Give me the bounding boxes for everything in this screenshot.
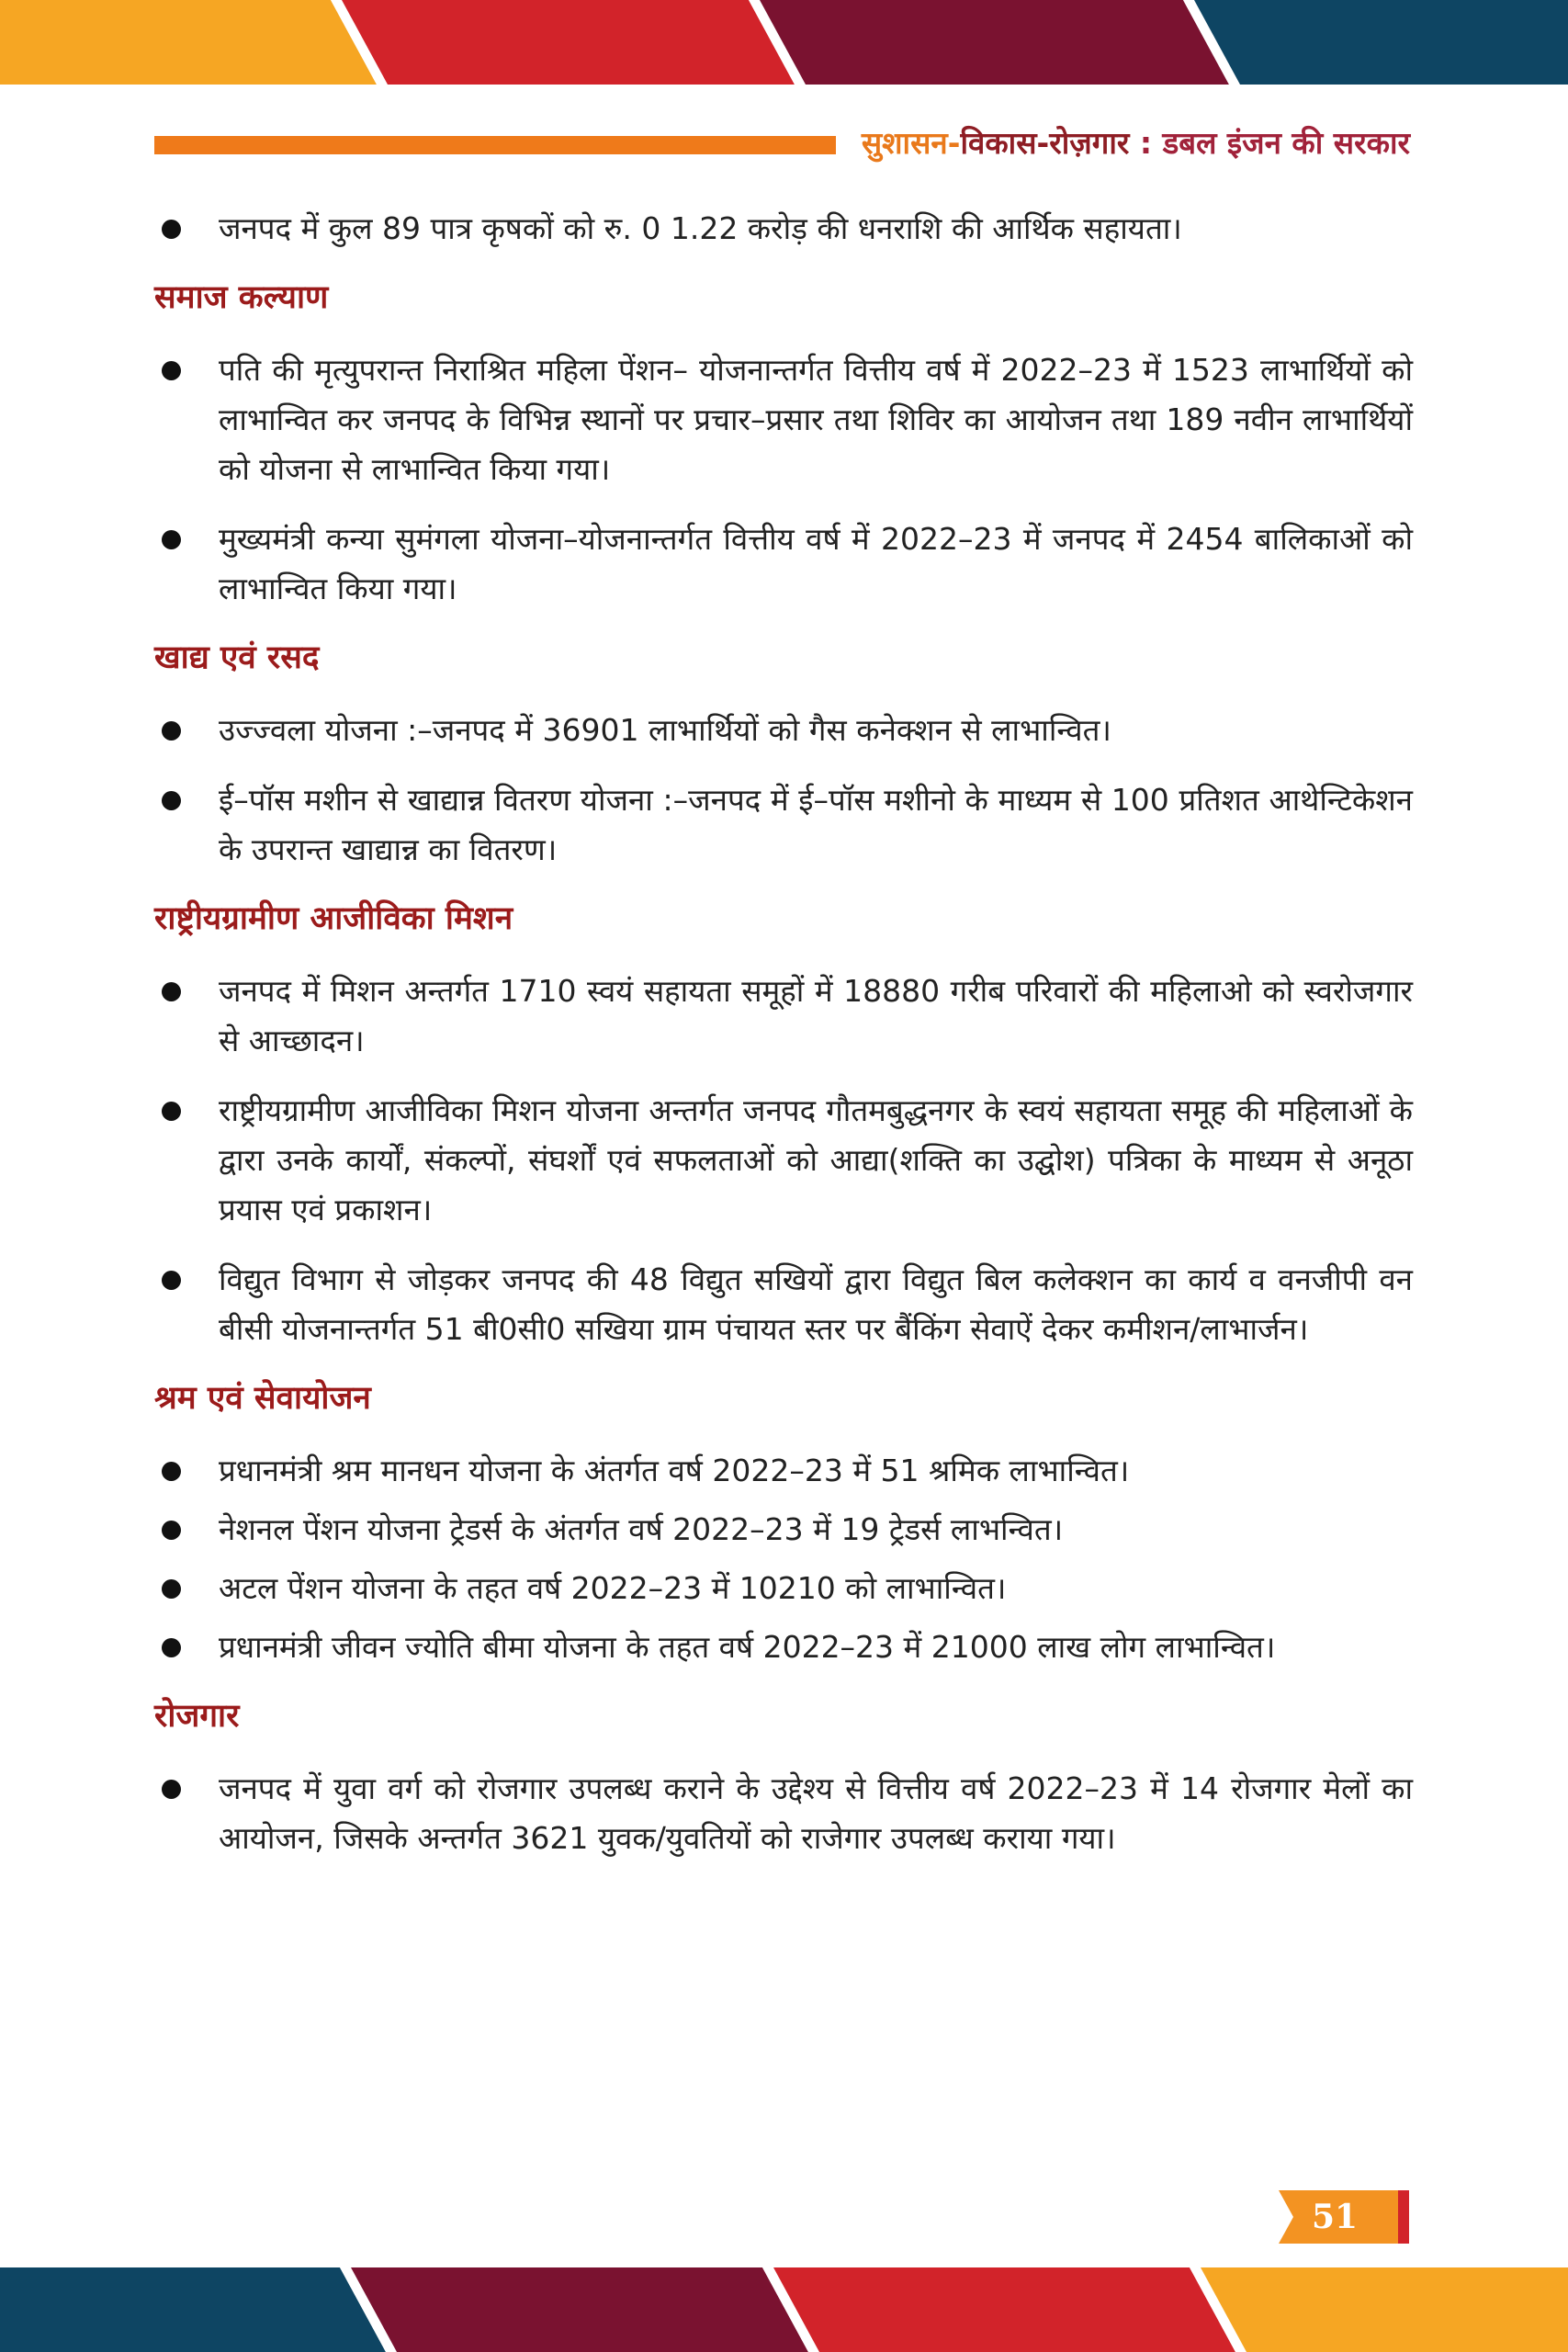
- band-orange-segment: [0, 0, 377, 85]
- list-item: [154, 514, 1413, 614]
- header-rule: [154, 136, 836, 154]
- list-item: [154, 345, 1413, 494]
- item-text: विद्युत विभाग से जोड़कर जनपद की 48 विद्युत सखियों द्वारा विद्युत बिल कलेक्शन का कार्य व वनजीपी वन बीसी योजनान्तर्गत 51 बी0सी0 सखिया ग्राम पंचायत स्तर पर बैंकिंग सेवाऐं देकर कमीशन/लाभार्जन।: [219, 1261, 1413, 1347]
- item-text: जनपद में मिशन अन्तर्गत 1710 स्वयं सहायता समूहों में 18880 गरीब परिवारों की महिलाओ को स्वरोजगार से आच्छादन।: [219, 973, 1414, 1058]
- header-title: [862, 123, 1410, 164]
- list-item: [154, 775, 1413, 875]
- list-item: [154, 1446, 1413, 1496]
- bullet-icon: [162, 1579, 181, 1599]
- item-text: राष्ट्रीयग्रामीण आजीविका मिशन योजना अन्तर्गत जनपद गौतमबुद्धनगर के स्वयं सहायता समूह की महिलाओं के द्वारा उनके कार्यों, संकल्पों, संघर्शों एवं सफलताओं को आद्या(शक्ति का उद्घोश) पत्रिका के माध्यम से अनूठा प्रयास एवं प्रकाशन।: [219, 1092, 1413, 1227]
- item-text: जनपद में युवा वर्ग को रोजगार उपलब्ध कराने के उद्देश्य से वित्तीय वर्ष 2022–23 में 14 रोजगार मेलों का आयोजन, जिसके अन्तर्गत 3621 युवक/युवतियों को राजेगार उपलब्ध कराया गया।: [219, 1770, 1413, 1856]
- item-text: अटल पेंशन योजना के तहत वर्ष 2022–23 में 10210 को लाभान्वित।: [219, 1570, 1007, 1606]
- bullet-icon: [162, 1521, 181, 1540]
- list-item: [154, 1255, 1413, 1354]
- bullet-icon: [162, 791, 181, 810]
- item-text: पति की मृत्युपरान्त निराश्रित महिला पेंशन– योजनान्तर्गत वित्तीय वर्ष में 2022–23 में 1523 लाभार्थियों को लाभान्वित कर जनपद के विभिन्न स्थानों पर प्रचार–प्रसार तथा शिविर का आयोजन तथा 189 नवीन लाभार्थियों को योजना से लाभान्वित किया गया।: [219, 352, 1413, 487]
- header-title-part3: : डबल इंजन की सरकार: [1129, 125, 1410, 161]
- list-item: [154, 1564, 1413, 1613]
- bullet-icon: [162, 220, 181, 239]
- band-navy-segment: [0, 2267, 386, 2352]
- bullet-icon: [162, 1780, 181, 1799]
- list-item: [154, 1623, 1413, 1672]
- list-item: [154, 967, 1413, 1066]
- header-title-part2: विकास-रोज़गार: [960, 125, 1130, 161]
- page-content: [154, 204, 1413, 1883]
- item-text: नेशनल पेंशन योजना ट्रेडर्स के अंतर्गत वर्ष 2022–23 में 19 ट्रेडर्स लाभन्वित।: [219, 1511, 1064, 1547]
- section-heading: श्रम एवं सेवायोजन: [154, 1379, 371, 1417]
- list-item: [154, 706, 1413, 755]
- band-red-segment: [773, 2267, 1235, 2352]
- bottom-color-band: [0, 2267, 1568, 2352]
- band-maroon-segment: [351, 2267, 808, 2352]
- list-item: [154, 1505, 1413, 1555]
- list-item: [154, 1086, 1413, 1235]
- bullet-icon: [162, 361, 181, 380]
- page-number: 51: [1311, 2198, 1359, 2236]
- bullet-icon: [162, 982, 181, 1001]
- list-item: [154, 1764, 1413, 1863]
- band-red-segment: [342, 0, 795, 85]
- item-text: उज्ज्वला योजना :–जनपद में 36901 लाभार्थियों को गैस कनेक्शन से लाभान्वित।: [219, 712, 1111, 748]
- section-heading: रोजगार: [154, 1697, 240, 1735]
- band-maroon-segment: [760, 0, 1229, 85]
- band-navy-segment: [1194, 0, 1568, 85]
- section-heading: समाज कल्याण: [154, 278, 329, 316]
- item-text: मुख्यमंत्री कन्या सुमंगला योजना–योजनान्तर्गत वित्तीय वर्ष में 2022–23 में जनपद में 2454 बालिकाओं को लाभान्वित किया गया।: [219, 521, 1413, 606]
- bullet-icon: [162, 1462, 181, 1481]
- top-color-band: [0, 0, 1568, 85]
- bullet-icon: [162, 530, 181, 549]
- band-orange-segment: [1201, 2267, 1568, 2352]
- header-title-part1: सुशासन-: [861, 125, 961, 161]
- item-text: ई–पॉस मशीन से खाद्यान्न वितरण योजना :–जनपद में ई–पॉस मशीनो के माध्यम से 100 प्रतिशत आथेन्टिकेशन के उपरान्त खाद्यान्न का वितरण।: [219, 782, 1413, 867]
- bullet-icon: [162, 1102, 181, 1121]
- bullet-icon: [162, 1638, 181, 1657]
- item-text: प्रधानमंत्री श्रम मानधन योजना के अंतर्गत वर्ष 2022–23 में 51 श्रमिक लाभान्वित।: [219, 1453, 1130, 1488]
- section-heading: राष्ट्रीयग्रामीण आजीविका मिशन: [154, 899, 513, 937]
- item-text: प्रधानमंत्री जीवन ज्योति बीमा योजना के तहत वर्ष 2022–23 में 21000 लाख लोग लाभान्वित।: [219, 1629, 1276, 1665]
- item-text: जनपद में कुल 89 पात्र कृषकों को रु. 0 1.22 करोड़ की धनराशि की आर्थिक सहायता।: [219, 210, 1182, 246]
- section-heading: खाद्य एवं रसद: [154, 639, 320, 676]
- bullet-icon: [162, 1271, 181, 1290]
- list-item: [154, 204, 1413, 254]
- bullet-icon: [162, 721, 181, 741]
